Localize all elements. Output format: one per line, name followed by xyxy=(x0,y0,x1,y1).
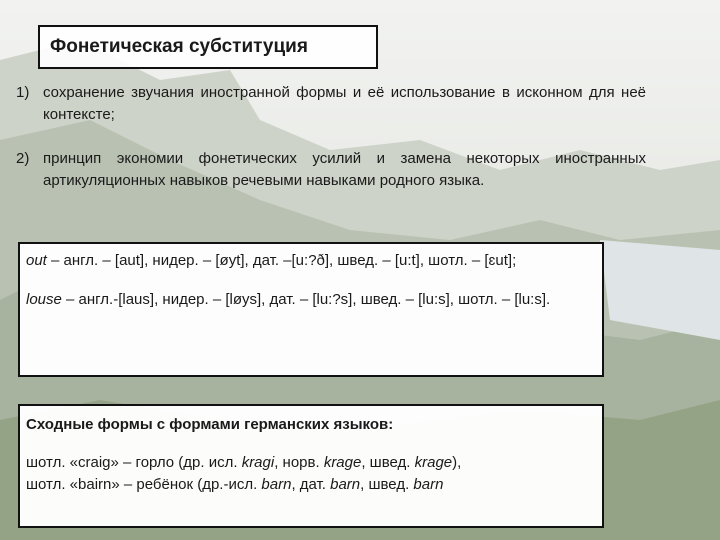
example-transcriptions: – англ.-[laus], нидер. – [løys], дат. – [lu:?s], швед. – [lu:s], шотл. – [lu:s]. xyxy=(61,291,551,308)
list-item-number: 2) xyxy=(16,150,30,167)
italic-word: barn xyxy=(413,476,444,493)
list-item-text: принцип экономии фонетических усилий и замена некоторых иностранных артикуляционных навыков речевыми навыками родного языка. xyxy=(43,150,646,189)
example-out xyxy=(26,250,596,272)
text-span: , швед. xyxy=(361,454,415,471)
example-louse xyxy=(26,289,596,311)
similar-forms-header: Сходные формы с формами германских языков: xyxy=(26,416,394,433)
examples-box xyxy=(18,242,604,377)
text-span: , швед. xyxy=(360,476,414,493)
text-span: ), xyxy=(452,454,462,471)
text-span: , дат. xyxy=(291,476,331,493)
slide-title: Фонетическая субституция xyxy=(38,25,378,69)
similar-forms-box xyxy=(18,404,604,528)
italic-word: barn xyxy=(330,476,361,493)
list-item-number: 1) xyxy=(16,84,30,101)
italic-word: barn xyxy=(261,476,292,493)
list-item-1 xyxy=(16,82,646,126)
italic-word: krage xyxy=(414,454,453,471)
italic-word: kragi xyxy=(241,454,275,471)
list-item-text: сохранение звучания иностранной формы и её использование в исконном для неё контексте; xyxy=(43,84,646,123)
example-word: louse xyxy=(26,291,62,308)
example-word: out xyxy=(26,252,47,269)
text-span: шотл. «bairn» – ребёнок (др.-исл. xyxy=(26,476,262,493)
similar-form-craig xyxy=(26,452,596,474)
italic-word: krage xyxy=(323,454,362,471)
text-span: , норв. xyxy=(274,454,324,471)
list-item-2 xyxy=(16,148,646,192)
text-span: шотл. «craig» – горло (др. исл. xyxy=(26,454,242,471)
example-transcriptions: – англ. – [aut], нидер. – [øyt], дат. –[u:?ð], швед. – [u:t], шотл. – [ɛut]; xyxy=(46,252,517,269)
similar-form-bairn xyxy=(26,474,596,496)
